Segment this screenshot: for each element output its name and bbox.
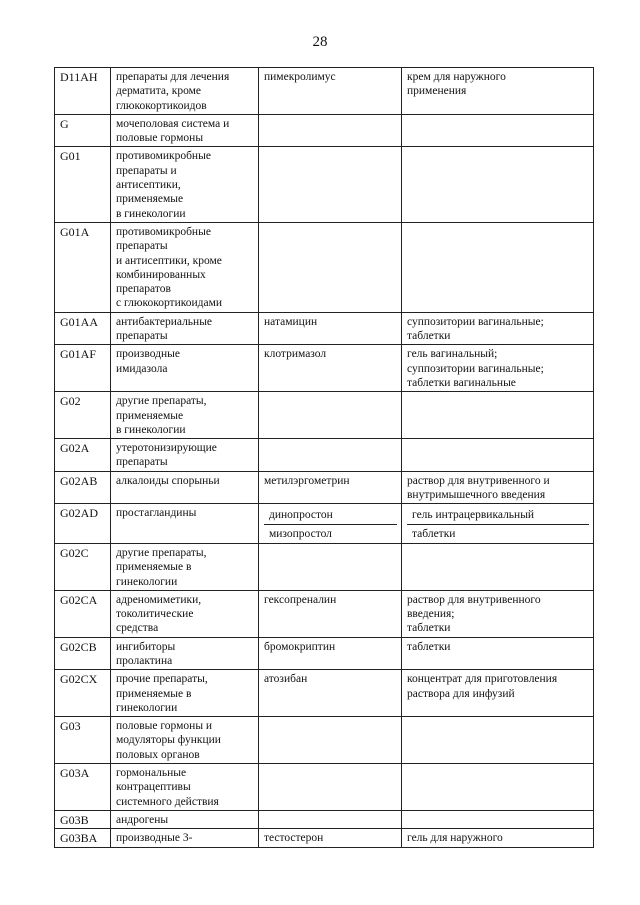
atc-code-cell: G: [55, 114, 111, 147]
drug-name-cell: [259, 810, 402, 828]
group-name-cell: другие препараты, применяемые в гинекологии: [111, 392, 259, 439]
atc-code-cell: G03A: [55, 764, 111, 811]
group-name-cell: противомикробные препараты и антисептики, применяемые в гинекологии: [111, 147, 259, 222]
drug-name-cell: [259, 504, 402, 544]
drug-name-cell: [259, 147, 402, 222]
atc-code-cell: D11AH: [55, 68, 111, 115]
table-row: [55, 810, 594, 828]
dosage-form-cell: гель вагинальный; суппозитории вагинальные; таблетки вагинальные: [402, 345, 594, 392]
atc-code-cell: G02C: [55, 543, 111, 590]
drug-name-cell: [259, 114, 402, 147]
atc-code-cell: G02A: [55, 439, 111, 472]
table-row: [55, 392, 594, 439]
atc-code-cell: G01AA: [55, 312, 111, 345]
table-row: [55, 670, 594, 717]
atc-code-cell: G02AB: [55, 471, 111, 504]
drug-name: динопростон: [269, 509, 333, 522]
dosage-form-cell: [402, 392, 594, 439]
atc-code-cell: G02AD: [55, 504, 111, 544]
group-name-cell: производные 3-: [111, 829, 259, 847]
drug-name-cell: клотримазол: [259, 345, 402, 392]
drug-name-cell: натамицин: [259, 312, 402, 345]
atc-code-cell: G01AF: [55, 345, 111, 392]
drug-name: мизопростол: [264, 524, 397, 542]
dosage-form: таблетки: [407, 524, 589, 542]
group-name-cell: алкалоиды спорыньи: [111, 471, 259, 504]
table-row: [55, 471, 594, 504]
atc-code-cell: G02CB: [55, 637, 111, 670]
drug-name-cell: атозибан: [259, 670, 402, 717]
drug-name-cell: [259, 717, 402, 764]
table-row: [55, 764, 594, 811]
table-row: [55, 114, 594, 147]
group-name-cell: противомикробные препараты и антисептики, кроме комбинированных препаратов с глюкокортикоидами: [111, 222, 259, 312]
group-name-cell: производные имидазола: [111, 345, 259, 392]
table-row: [55, 637, 594, 670]
table-row: [55, 717, 594, 764]
table-row: [55, 345, 594, 392]
table-row: [55, 68, 594, 115]
dosage-form-cell: концентрат для приготовления раствора для инфузий: [402, 670, 594, 717]
dosage-form-cell: [402, 717, 594, 764]
atc-code-cell: G03B: [55, 810, 111, 828]
atc-code-cell: G03BA: [55, 829, 111, 847]
group-name-cell: утеротонизирующие препараты: [111, 439, 259, 472]
atc-code-cell: G03: [55, 717, 111, 764]
table-row: [55, 543, 594, 590]
dosage-form-cell: [402, 764, 594, 811]
dosage-form-cell: [402, 114, 594, 147]
table-body: [55, 68, 594, 848]
drug-name-cell: пимекролимус: [259, 68, 402, 115]
drug-name-cell: [259, 439, 402, 472]
atc-code-cell: G02CA: [55, 590, 111, 637]
dosage-form-cell: [402, 810, 594, 828]
dosage-form-cell: [402, 439, 594, 472]
atc-code-cell: G02CX: [55, 670, 111, 717]
table-row: [55, 222, 594, 312]
dosage-form: гель интрацервикальный: [412, 509, 535, 522]
drug-classification-table: [54, 67, 594, 848]
table-row: [55, 439, 594, 472]
table-row: [55, 147, 594, 222]
dosage-form-cell: раствор для внутривенного и внутримышечного введения: [402, 471, 594, 504]
atc-code-cell: G01: [55, 147, 111, 222]
dosage-form-cell: крем для наружного применения: [402, 68, 594, 115]
dosage-form-cell: раствор для внутривенного введения; таблетки: [402, 590, 594, 637]
group-name-cell: препараты для лечения дерматита, кроме глюкокортикоидов: [111, 68, 259, 115]
table-row: [55, 312, 594, 345]
table-row: [55, 590, 594, 637]
dosage-form-cell: [402, 543, 594, 590]
dosage-form-cell: [402, 147, 594, 222]
dosage-form-cell: таблетки: [402, 637, 594, 670]
drug-name-cell: [259, 543, 402, 590]
table-row: [55, 504, 594, 544]
drug-name-cell: [259, 222, 402, 312]
drug-name-cell: [259, 392, 402, 439]
dosage-form-cell: суппозитории вагинальные; таблетки: [402, 312, 594, 345]
drug-name-cell: тестостерон: [259, 829, 402, 847]
atc-code-cell: G01A: [55, 222, 111, 312]
group-name-cell: ингибиторы пролактина: [111, 637, 259, 670]
drug-name-cell: гексопреналин: [259, 590, 402, 637]
drug-name-cell: [259, 764, 402, 811]
group-name-cell: прочие препараты, применяемые в гинекологии: [111, 670, 259, 717]
drug-name-cell: метилэргометрин: [259, 471, 402, 504]
group-name-cell: простагландины: [111, 504, 259, 544]
group-name-cell: половые гормоны и модуляторы функции половых органов: [111, 717, 259, 764]
table-row: [55, 829, 594, 847]
group-name-cell: мочеполовая система и половые гормоны: [111, 114, 259, 147]
group-name-cell: гормональные контрацептивы системного действия: [111, 764, 259, 811]
group-name-cell: андрогены: [111, 810, 259, 828]
group-name-cell: другие препараты, применяемые в гинекологии: [111, 543, 259, 590]
page-number: 28: [312, 34, 328, 50]
group-name-cell: адреномиметики, токолитические средства: [111, 590, 259, 637]
dosage-form-cell: [402, 504, 594, 544]
dosage-form-cell: [402, 222, 594, 312]
dosage-form-cell: гель для наружного: [402, 829, 594, 847]
group-name-cell: антибактериальные препараты: [111, 312, 259, 345]
drug-name-cell: бромокриптин: [259, 637, 402, 670]
atc-code-cell: G02: [55, 392, 111, 439]
